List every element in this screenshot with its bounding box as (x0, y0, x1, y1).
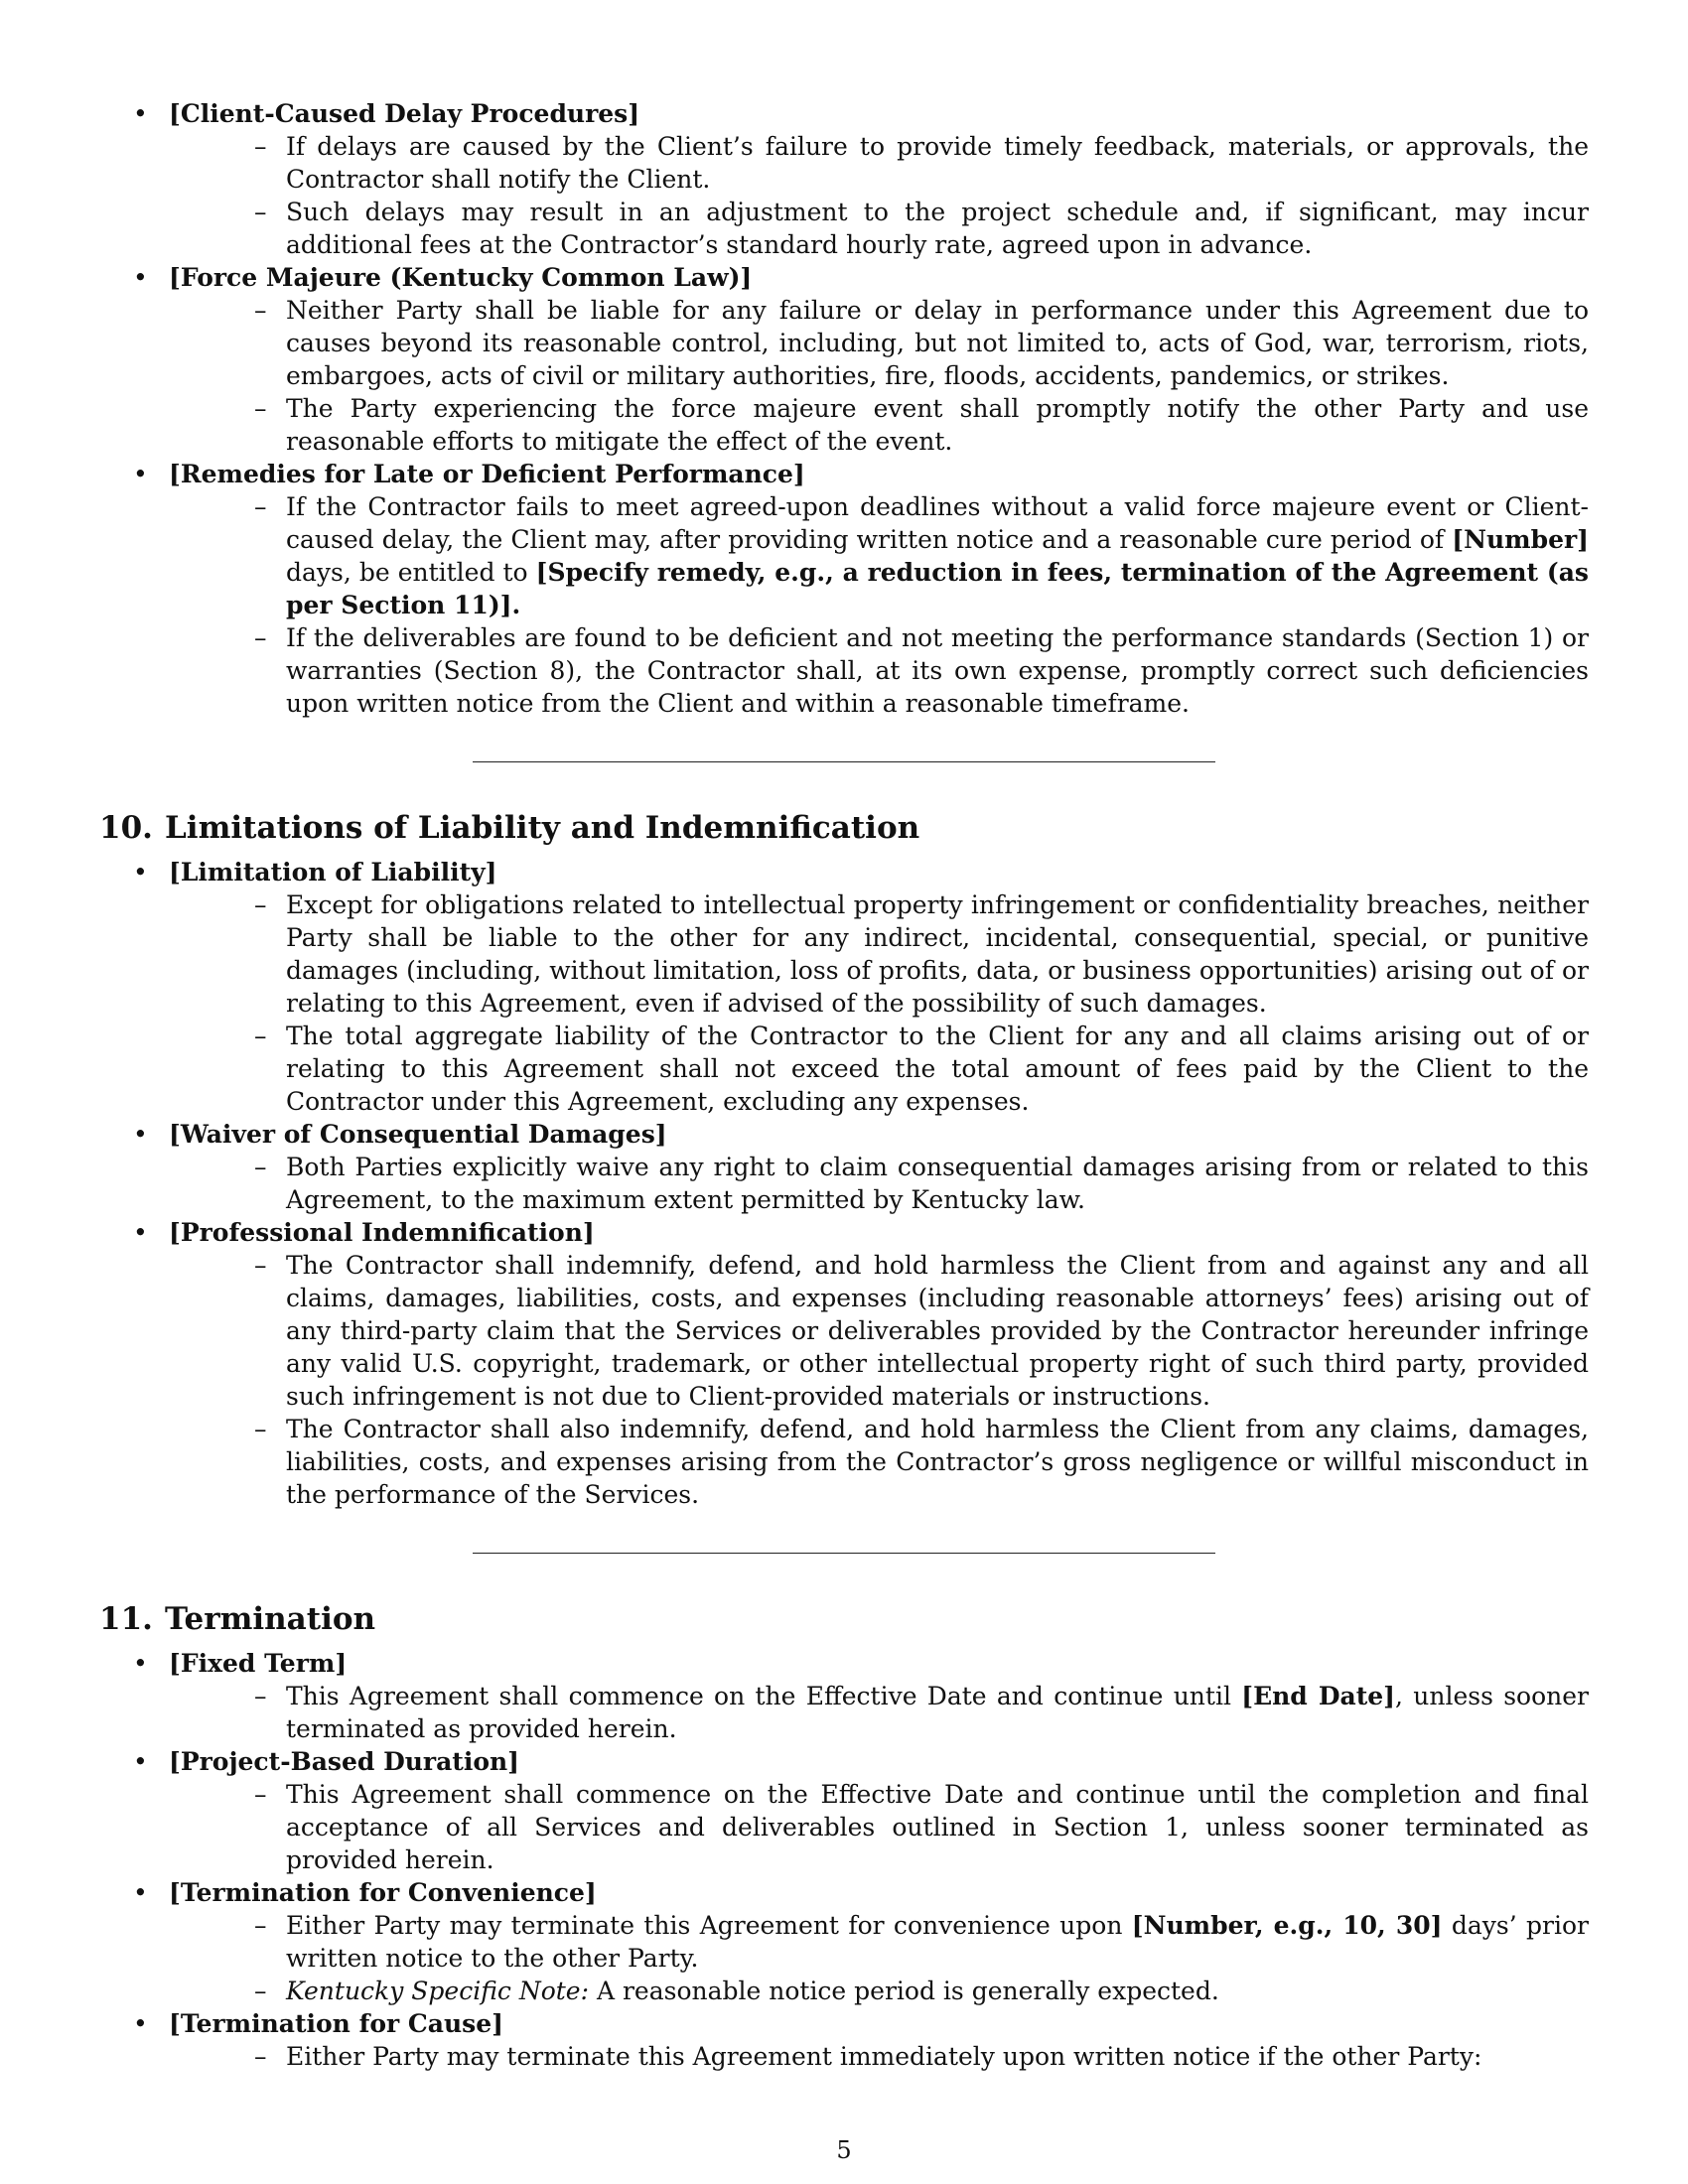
list-item (99, 1216, 1589, 1511)
item-title: [Termination for Convenience] (169, 1878, 597, 1907)
text-run: days, be entitled to (286, 558, 536, 587)
sub-item: – The total aggregate liability of the Contractor to the Client for any and all claims arising out of or relating to this Agreement shall not exceed the total amount of fees paid by the Client to the Contractor under this Agreement, excluding any expenses. (226, 1020, 1589, 1118)
item-title: [Termination for Cause] (169, 2009, 503, 2038)
item-title: [Client-Caused Delay Procedures] (169, 99, 640, 128)
horizontal-rule (473, 761, 1215, 762)
item-title: [Professional Indemnification] (169, 1218, 595, 1247)
text-run: Either Party may terminate this Agreement for convenience upon (286, 1911, 1132, 1940)
sub-item: – If delays are caused by the Client’s failure to provide timely feedback, materials, or approvals, the Contractor shall notify the Client. (226, 130, 1589, 196)
item-title: [Fixed Term] (169, 1649, 348, 1678)
list-item (99, 2007, 1589, 2073)
page-number: 5 (836, 2136, 852, 2164)
list-item (99, 856, 1589, 1118)
item-title: [Project-Based Duration] (169, 1747, 520, 1776)
page-content (99, 97, 1589, 2073)
item-title: [Waiver of Consequential Damages] (169, 1120, 667, 1149)
sub-item (226, 1975, 1589, 2007)
item-title: [Limitation of Liability] (169, 858, 497, 887)
section-title: Limitations of Liability and Indemnification (165, 810, 920, 846)
list-item (99, 1745, 1589, 1876)
text-run: , unless sooner terminated as provided herein. (286, 1682, 1589, 1743)
section-number: 10. (99, 810, 153, 846)
sub-item (226, 490, 1589, 621)
sub-item: – Both Parties explicitly waive any right to claim consequential damages arising from or related to this Agreement, to the maximum extent permitted by Kentucky law. (226, 1151, 1589, 1216)
text-run: If the Contractor fails to meet agreed-upon deadlines without a valid force majeure event or Client-caused delay, the Client may, after providing written notice and a reasonable cure period of (286, 492, 1589, 554)
placeholder-remedy: [Specify remedy, e.g., a reduction in fees, termination of the Agreement (as per Section 11)]. (286, 558, 1589, 619)
placeholder-end-date: [End Date] (1241, 1682, 1396, 1710)
sub-item: – The Contractor shall also indemnify, defend, and hold harmless the Client from any claims, damages, liabilities, costs, and expenses arising from the Contractor’s gross negligence or willful misconduct in the performance of the Services. (226, 1413, 1589, 1511)
list-item (99, 458, 1589, 720)
section-heading (99, 808, 1589, 848)
text-run: A reasonable notice period is generally expected. (589, 1977, 1219, 2005)
text-run: days’ prior written notice to the other Party. (286, 1911, 1589, 1973)
sub-item: – This Agreement shall commence on the Effective Date and continue until the completion and final acceptance of all Services and deliverables outlined in Section 1, unless sooner terminated as provided herein. (226, 1778, 1589, 1876)
section-heading (99, 1599, 1589, 1639)
sub-item: – Except for obligations related to intellectual property infringement or confidentiality breaches, neither Party shall be liable to the other for any indirect, incidental, consequential, special, or punitive damages (including, without limitation, loss of profits, data, or business opportunities) arising out of or relating to this Agreement, even if advised of the possibility of such damages. (226, 888, 1589, 1020)
item-title: [Force Majeure (Kentucky Common Law)] (169, 263, 753, 292)
section-9-list (99, 97, 1589, 720)
note-label: Kentucky Specific Note: (286, 1977, 590, 2005)
sub-item: – The Party experiencing the force majeure event shall promptly notify the other Party and use reasonable efforts to mitigate the effect of the event. (226, 392, 1589, 458)
section-10-list (99, 856, 1589, 1511)
list-item (99, 1647, 1589, 1745)
sub-item: – The Contractor shall indemnify, defend, and hold harmless the Client from and against any and all claims, damages, liabilities, costs, and expenses (including reasonable attorneys’ fees) arising out of any third-party claim that the Services or deliverables provided by the Contractor hereunder infringe any valid U.S. copyright, trademark, or other intellectual property right of such third party, provided such infringement is not due to Client-provided materials or instructions. (226, 1249, 1589, 1413)
horizontal-rule (473, 1553, 1215, 1554)
placeholder-number: [Number, e.g., 10, 30] (1131, 1911, 1443, 1940)
sub-item (226, 1680, 1589, 1745)
section-number: 11. (99, 1601, 153, 1637)
sub-item: – If the deliverables are found to be deficient and not meeting the performance standards (Section 1) or warranties (Section 8), the Contractor shall, at its own expense, promptly correct such deficiencies upon written notice from the Client and within a reasonable timeframe. (226, 621, 1589, 720)
section-title: Termination (165, 1601, 376, 1637)
sub-item: – Such delays may result in an adjustment to the project schedule and, if significant, may incur additional fees at the Contractor’s standard hourly rate, agreed upon in advance. (226, 196, 1589, 261)
text-run: This Agreement shall commence on the Effective Date and continue until (286, 1682, 1242, 1710)
sub-item (226, 1909, 1589, 1975)
list-item (99, 1118, 1589, 1216)
list-item (99, 97, 1589, 261)
item-title: [Remedies for Late or Deficient Performance] (169, 460, 805, 488)
placeholder-number: [Number] (1452, 525, 1589, 554)
list-item (99, 261, 1589, 458)
section-11-list (99, 1647, 1589, 2073)
sub-item: – Neither Party shall be liable for any failure or delay in performance under this Agreement due to causes beyond its reasonable control, including, but not limited to, acts of God, war, terrorism, riots, embargoes, acts of civil or military authorities, fire, floods, accidents, pandemics, or strikes. (226, 294, 1589, 392)
list-item (99, 1876, 1589, 2007)
sub-item: – Either Party may terminate this Agreement immediately upon written notice if the other Party: (226, 2040, 1589, 2073)
